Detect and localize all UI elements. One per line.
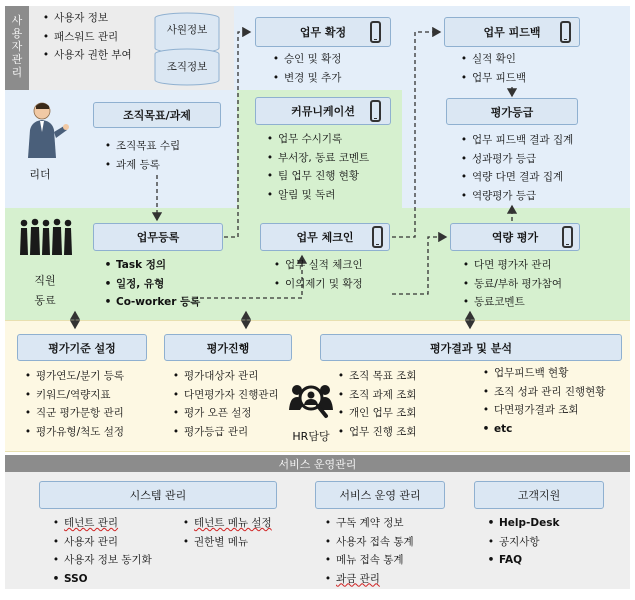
service-ops-mgmt-box: 서비스 운영 관리 [315, 481, 445, 509]
db-employee-info: 사원정보 [166, 24, 208, 36]
arrow-register-to-confirm [224, 32, 250, 237]
mobile-phone-icon [562, 226, 573, 248]
list-item: • 평가 오픈 설정 [168, 404, 279, 423]
list-item: • etc [478, 420, 605, 439]
work-feedback-list [456, 50, 526, 87]
list-item: • 키워드/역량지표 [20, 386, 124, 405]
work-checkin-title: 업무 체크인 [296, 231, 354, 244]
user-mgmt-side-label: 사용자관리 [11, 14, 23, 79]
list-item: • 이의제기 및 확정 [269, 275, 363, 294]
list-item: • 평가유형/척도 설정 [20, 423, 124, 442]
list-item: • 사용자 권한 부여 [38, 46, 132, 65]
list-item-text: 테넌트 관리 [64, 517, 119, 529]
list-item: • 역량평가 등급 [456, 187, 573, 206]
list-item: • 권한별 메뉴 [178, 533, 272, 552]
list-item: • 업무 실적 체크인 [269, 256, 363, 275]
leader-goal-list [100, 137, 180, 174]
list-item: • 일정, 유형 [100, 275, 200, 294]
list-item: • 조직 성과 관리 진행현황 [478, 383, 605, 402]
list-item: • 사용자 정보 동기화 [48, 551, 152, 570]
list-item: • 패스워드 관리 [38, 28, 132, 47]
list-item: • 팀 업무 진행 현황 [262, 167, 369, 186]
system-mgmt-list-right [178, 514, 272, 551]
list-item [48, 514, 152, 533]
list-item-text: 테넌트 메뉴 설정 [194, 517, 272, 529]
list-item: • 업무 피드백 결과 집계 [456, 131, 573, 150]
list-item: • 평가대상자 관리 [168, 367, 279, 386]
list-item: • 직군 평가문항 관리 [20, 404, 124, 423]
hr-label: HR담당 [292, 430, 330, 443]
list-item: • 사용자 관리 [48, 533, 152, 552]
leader-goal-box: 조직목표/과제 [93, 102, 221, 128]
list-item: • 알림 및 독려 [262, 186, 369, 205]
list-item: • Help-Desk [483, 514, 559, 533]
work-register-list [100, 256, 200, 312]
eval-results-list-right [478, 364, 605, 438]
communication-title: 커뮤니케이션 [291, 105, 355, 118]
list-item: • 동료/부하 평가참여 [458, 275, 562, 294]
arrow-checkin-to-competency [392, 237, 446, 294]
work-confirm-title: 업무 확정 [299, 26, 347, 39]
list-item [178, 514, 272, 533]
work-confirm-list [268, 50, 341, 87]
mobile-phone-icon [370, 100, 381, 122]
list-item-text: 과금 관리 [336, 572, 380, 585]
competency-eval-box [450, 223, 580, 251]
list-item: • 평가연도/분기 등록 [20, 367, 124, 386]
eval-criteria-box: 평가기준 설정 [17, 334, 147, 361]
competency-eval-title: 역량 평가 [491, 231, 539, 244]
staff-label-1: 직원 [34, 274, 56, 287]
eval-results-list-left [333, 367, 417, 441]
work-checkin-box [260, 223, 390, 251]
list-item: • 구독 계약 정보 [320, 514, 414, 533]
arrow-checkin-to-feedback [392, 32, 440, 237]
list-item: • Task 정의 [100, 256, 200, 275]
list-item: • 개인 업무 조회 [333, 404, 417, 423]
system-mgmt-box: 시스템 관리 [39, 481, 277, 509]
list-item [320, 570, 414, 589]
list-item: • 다면평가결과 조회 [478, 401, 605, 420]
work-register-box: 업무등록 [93, 223, 223, 251]
list-item: • 변경 및 추가 [268, 69, 341, 88]
leader-label: 리더 [29, 168, 51, 181]
mobile-phone-icon [370, 21, 381, 43]
list-item: • 과제 등록 [100, 156, 180, 175]
list-item: • Co-worker 등록 [100, 293, 200, 312]
list-item: • 공지사항 [483, 533, 559, 552]
list-item: • 조직목표 수립 [100, 137, 180, 156]
work-checkin-list [269, 256, 363, 293]
list-item: • 승인 및 확정 [268, 50, 341, 69]
eval-criteria-list [20, 367, 124, 441]
communication-list [262, 130, 369, 204]
list-item: • SSO [48, 570, 152, 589]
mobile-phone-icon [560, 21, 571, 43]
competency-eval-list [458, 256, 562, 312]
user-mgmt-list [38, 9, 132, 65]
staff-label-2: 동료 [34, 294, 56, 307]
eval-progress-box: 평가진행 [164, 334, 292, 361]
list-item: • 메뉴 접속 통계 [320, 551, 414, 570]
db-org-info: 조직정보 [166, 61, 208, 73]
list-item: • 역량 다면 결과 집계 [456, 168, 573, 187]
list-item: • 조직 과제 조회 [333, 386, 417, 405]
system-mgmt-list-left [48, 514, 152, 588]
service-ops-mgmt-list [320, 514, 414, 588]
eval-grade-list [456, 131, 573, 205]
staff-group-icon [18, 218, 74, 256]
list-item: • 동료코멘트 [458, 293, 562, 312]
hr-magnifier-icon [288, 380, 334, 420]
list-item: • 다면 평가자 관리 [458, 256, 562, 275]
list-item: • 조직 목표 조회 [333, 367, 417, 386]
leader-person-icon [20, 100, 72, 160]
eval-results-box: 평가결과 및 분석 [320, 334, 622, 361]
list-item: • 업무 피드백 [456, 69, 526, 88]
customer-support-list [483, 514, 559, 570]
list-item: • FAQ [483, 551, 559, 570]
customer-support-box: 고객지원 [474, 481, 604, 509]
list-item: • 실적 확인 [456, 50, 526, 69]
list-item: • 부서장, 동료 코멘트 [262, 149, 369, 168]
list-item: • 다면평가자 진행관리 [168, 386, 279, 405]
list-item: • 성과평가 등급 [456, 150, 573, 169]
list-item: • 업무 진행 조회 [333, 423, 417, 442]
eval-grade-box: 평가등급 [446, 98, 578, 125]
list-item: • 사용자 접속 통계 [320, 533, 414, 552]
list-item: • 업무 수시기록 [262, 130, 369, 149]
eval-progress-list [168, 367, 279, 441]
list-item: • 사용자 정보 [38, 9, 132, 28]
service-ops-header: 서비스 운영관리 [278, 458, 357, 471]
list-item: • 업무피드백 현황 [478, 364, 605, 383]
list-item: • 평가등급 관리 [168, 423, 279, 442]
work-feedback-title: 업무 피드백 [483, 26, 541, 39]
mobile-phone-icon [372, 226, 383, 248]
